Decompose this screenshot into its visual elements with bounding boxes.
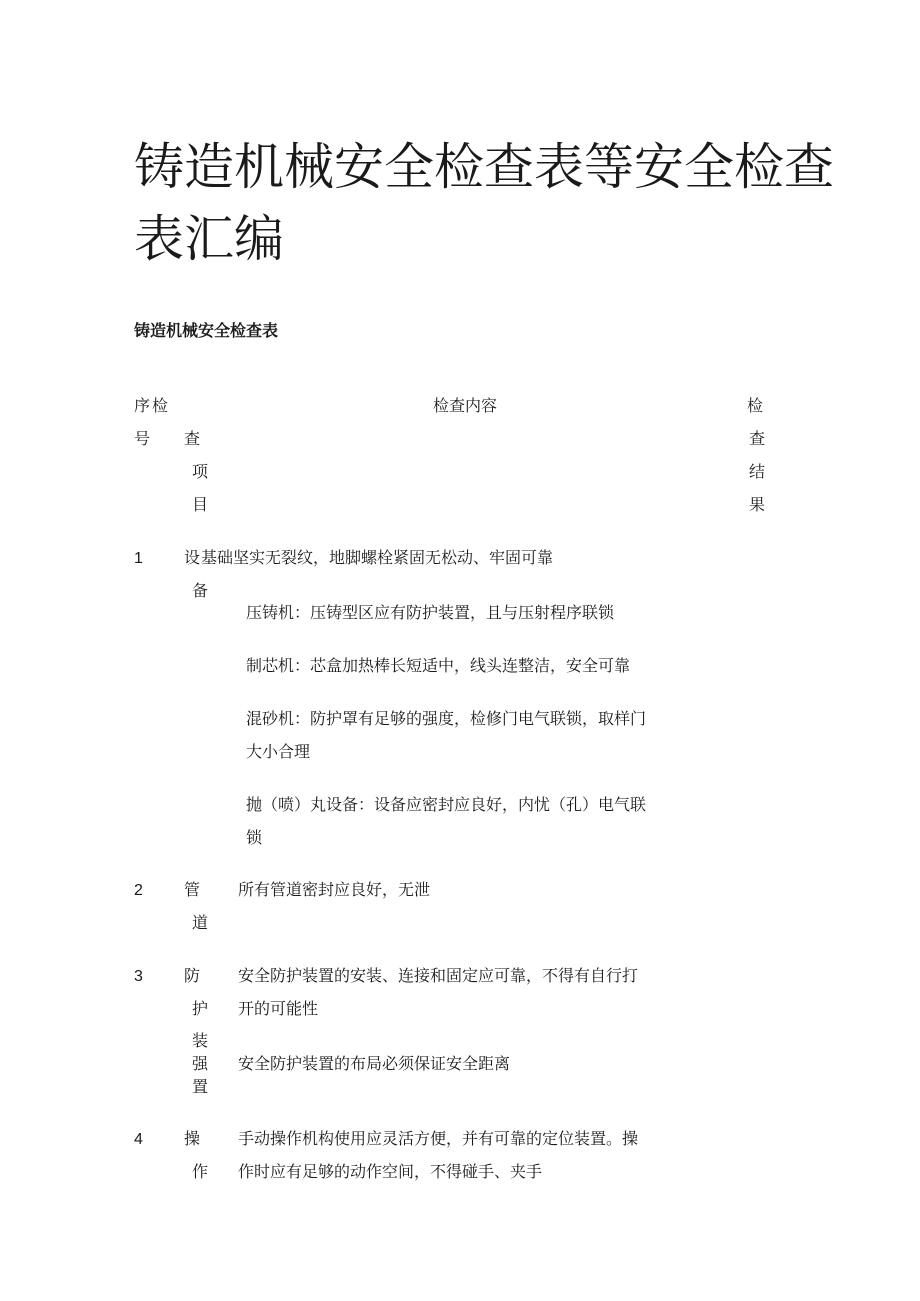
row-content-line: 手动操作机构使用应灵活方便，并有可靠的定位装置。操 — [238, 1129, 639, 1148]
row-item-char: 护 — [192, 999, 209, 1018]
row-number: 1 — [134, 550, 143, 567]
document-title-line-2: 表汇编 — [134, 210, 284, 268]
header-item-char-3: 项 — [192, 462, 209, 481]
row-number: 2 — [134, 882, 143, 899]
row-item-char: 装 — [192, 1031, 209, 1050]
row-content-line: 锁 — [246, 828, 263, 847]
row-item-char: 备 — [192, 581, 209, 600]
row-item-char: 道 — [192, 913, 209, 932]
header-content: 检查内容 — [433, 396, 498, 415]
row-content-line: 制芯机：芯盒加热棒长短适中，线头连整洁，安全可靠 — [246, 656, 631, 675]
row-content-line: 作时应有足够的动作空间，不得碰手、夹手 — [238, 1162, 543, 1181]
header-no-part-2: 号 — [134, 429, 151, 448]
row-content-line: 所有管道密封应良好，无泄 — [238, 880, 431, 899]
row-number: 3 — [134, 968, 143, 985]
row-content-line: 压铸机：压铸型区应有防护装置，且与压射程序联锁 — [246, 603, 615, 622]
header-result-char-2: 查 — [749, 429, 766, 448]
row-content-line: 混砂机：防护罩有足够的强度，检修门电气联锁，取样门 — [246, 709, 647, 728]
header-item-char-4: 目 — [192, 495, 209, 514]
document-title-line-1: 铸造机械安全检查表等安全检查 — [134, 138, 834, 196]
row-item-char: 操 — [184, 1129, 201, 1148]
row-content-line: 抛（喷）丸设备：设备应密封应良好，内忧（孔）电气联 — [246, 795, 647, 814]
row-item-char: 置 — [192, 1077, 209, 1096]
row-item-char: 管 — [184, 880, 201, 899]
row-item-char: 强 — [192, 1054, 209, 1073]
row-item-char: 防 — [184, 966, 201, 985]
header-item-char-1: 检 — [152, 396, 169, 415]
header-result-char-1: 检 — [747, 396, 764, 415]
row-item-char: 作 — [192, 1162, 209, 1181]
row-content-line: 安全防护装置的布局必须保证安全距离 — [238, 1054, 511, 1073]
row-content-line: 安全防护装置的安装、连接和固定应可靠，不得有自行打 — [238, 966, 639, 985]
header-result-char-4: 果 — [749, 495, 766, 514]
header-no-part-1: 序 — [134, 396, 151, 415]
row-item-char: 设 — [184, 548, 201, 567]
header-item-char-2: 查 — [184, 429, 201, 448]
header-result-char-3: 结 — [749, 462, 766, 481]
row-content-line: 基础坚实无裂纹，地脚螺栓紧固无松动、牢固可靠 — [201, 548, 554, 567]
row-content-line: 开的可能性 — [238, 999, 319, 1018]
section-heading: 铸造机械安全检查表 — [134, 321, 279, 340]
row-number: 4 — [134, 1131, 143, 1148]
row-content-line: 大小合理 — [246, 742, 311, 761]
